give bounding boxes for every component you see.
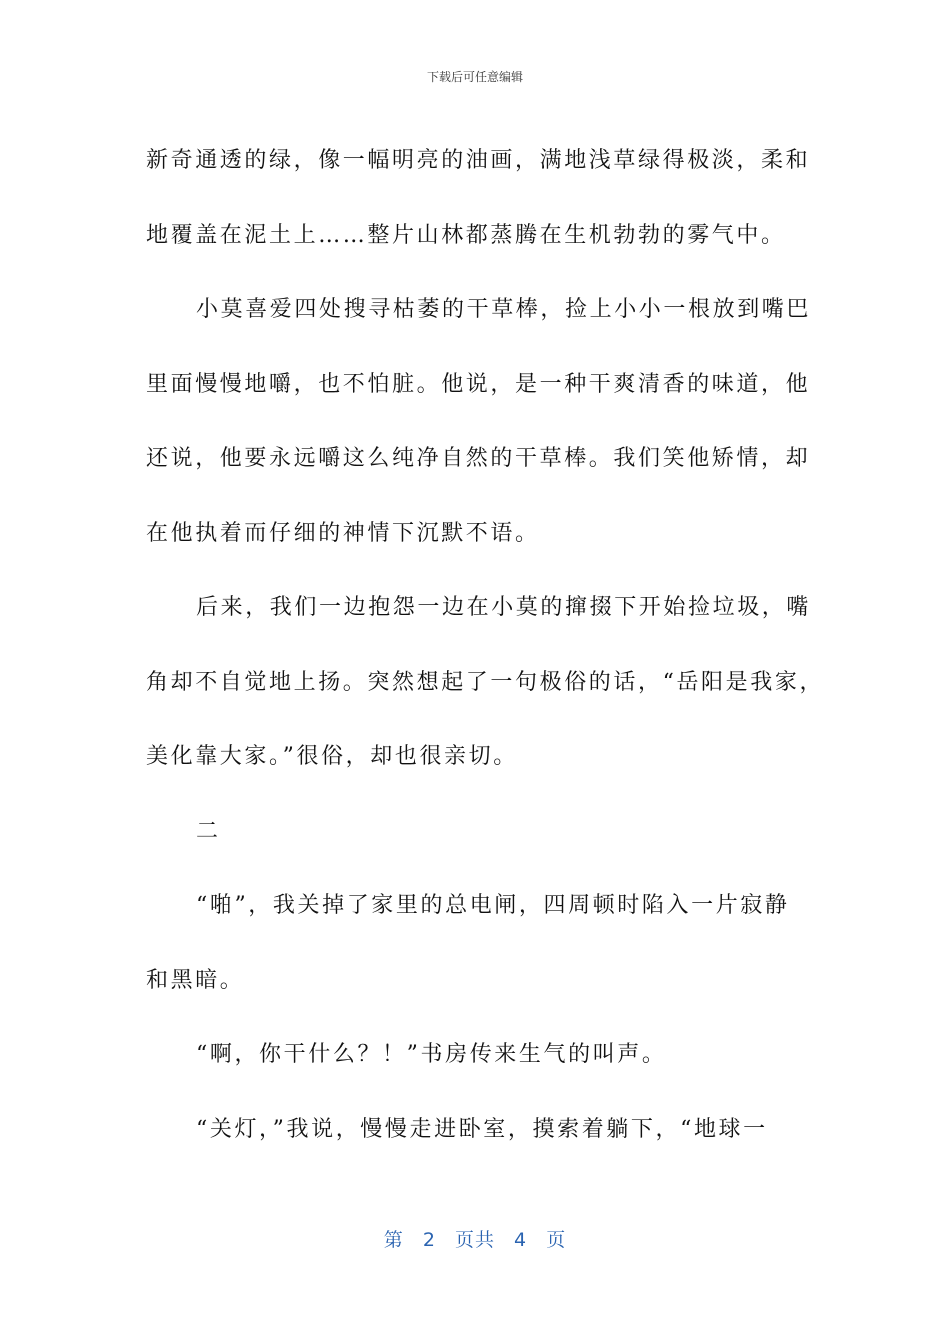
current-page-number: 2 [422, 1229, 436, 1251]
page-header: 下载后可任意编辑 [426, 70, 523, 84]
text-line: “关灯，”我说，慢慢走进卧室，摸索着躺下，“地球一 [196, 1116, 768, 1142]
text-line: 和黑暗。 [146, 967, 245, 993]
page-footer [0, 1225, 950, 1252]
text-line: 小莫喜爱四处搜寻枯萎的干草棒，捡上小小一根放到嘴巴 [196, 297, 812, 322]
text-line: “啊，你干什么？！”书房传来生气的叫声。 [196, 1042, 667, 1067]
body-text [146, 124, 825, 1167]
total-page-count: 4 [514, 1229, 528, 1251]
text-line: 里面慢慢地嚼，也不怕脏。他说，是一种干爽清香的味道，他 [146, 371, 811, 397]
text-line: 后来，我们一边抱怨一边在小莫的撺掇下开始捡垃圾，嘴 [196, 595, 812, 620]
section-heading: 二 [196, 818, 221, 844]
footer-middle: 页共 [454, 1229, 495, 1251]
text-line: 在他执着而仔细的神情下沉默不语。 [146, 520, 540, 546]
text-line: 还说，他要永远嚼这么纯净自然的干草棒。我们笑他矫情，却 [146, 446, 811, 471]
text-line: 地覆盖在泥土上……整片山林都蒸腾在生机勃勃的雾气中。 [146, 222, 786, 248]
text-line: “啪”，我关掉了家里的总电闸，四周顿时陷入一片寂静 [196, 893, 790, 918]
footer-suffix: 页 [546, 1229, 567, 1251]
text-line: 新奇通透的绿，像一幅明亮的油画，满地浅草绿得极淡，柔和 [146, 148, 811, 173]
footer-prefix: 第 [383, 1229, 404, 1251]
text-line: 美化靠大家。”很俗，却也很亲切。 [146, 744, 518, 769]
text-line: 角却不自觉地上扬。突然想起了一句极俗的话，“岳阳是我家， [146, 669, 825, 695]
